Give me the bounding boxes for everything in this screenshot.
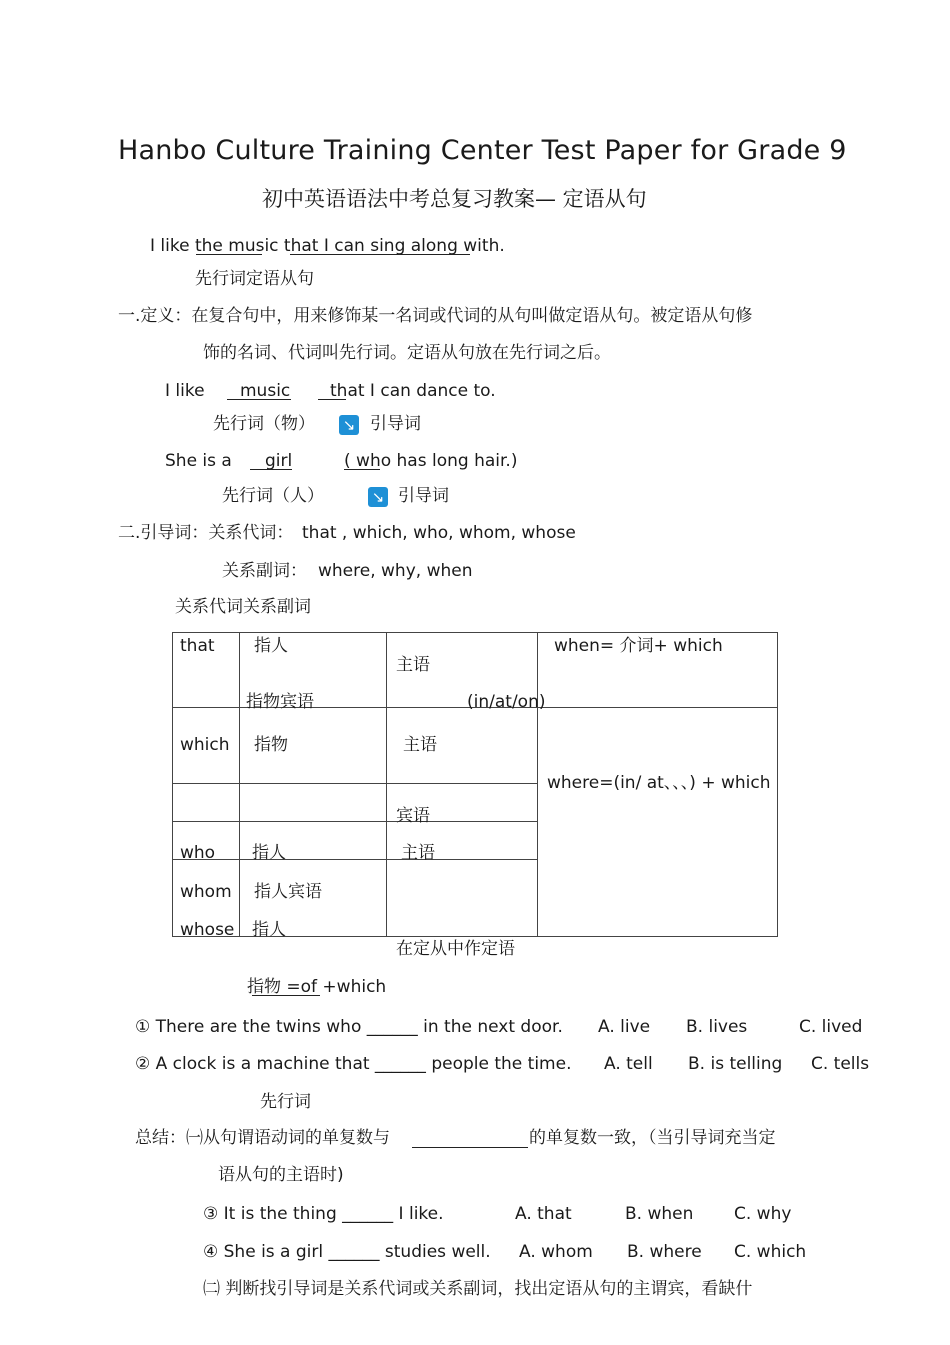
cell-which-role: 主语 (403, 735, 437, 755)
table-divider (172, 859, 538, 860)
ex2-clause: ( who has long hair.) (344, 451, 518, 471)
cell-whom-desc: 指人宾语 (254, 882, 322, 902)
object-of-underline (252, 995, 320, 996)
cell-whose-desc: 指人 (252, 920, 286, 940)
cell-who-role: 主语 (401, 843, 435, 863)
cell-where-eq: where=(in/ at、、、) + which (547, 773, 771, 793)
ex2-noun: girl (265, 451, 293, 471)
cell-whose: whose (180, 920, 235, 940)
summary-line-1b: 的单复数一致，（当引导词充当定 (529, 1128, 776, 1148)
question-1-option-b: B. lives (686, 1017, 748, 1037)
question-3-option-a: A. that (515, 1204, 572, 1224)
page-subtitle: 初中英语语法中考总复习教案— 定语从句 (262, 187, 647, 211)
cell-who: who (180, 843, 216, 863)
question-2-option-a: A. tell (604, 1054, 653, 1074)
table-divider (172, 821, 538, 822)
question-4-text: ④ She is a girl ______ studies well. (203, 1242, 491, 1262)
arrow-down-right-icon: ↘ (339, 415, 359, 435)
cell-which: which (180, 735, 230, 755)
ex2-relative-label: 引导词 (398, 486, 449, 506)
question-3-option-c: C. why (734, 1204, 792, 1224)
cell-that: that (180, 636, 215, 656)
table-divider (239, 632, 240, 936)
table-caption: 关系代词关系副词 (175, 597, 311, 617)
question-1-text: ① There are the twins who ______ in the next door. (135, 1017, 563, 1037)
question-2-option-c: C. tells (811, 1054, 870, 1074)
pronouns-label: 二.引导词：关系代词： (118, 523, 294, 543)
question-1-option-a: A. live (598, 1017, 651, 1037)
cell-that-object: 指物宾语 (246, 692, 314, 712)
ex2-clause-underline (344, 469, 380, 470)
ex2-prefix: She is a (165, 451, 232, 471)
summary-blank (412, 1147, 528, 1148)
last-line: ㈡ 判断找引导词是关系代词或关系副词，找出定语从句的主谓宾，看缺什 (203, 1279, 753, 1299)
underline-clause (290, 254, 470, 255)
table-below-caption: 在定从中作定语 (396, 939, 515, 959)
adverbs-label: 关系副词： (222, 561, 307, 581)
cell-object-role: 宾语 (396, 806, 430, 826)
adverbs-list: where, why, when (318, 561, 473, 581)
ex2-noun-underline (250, 469, 292, 470)
cell-that-person: 指人 (254, 636, 288, 656)
ex1-noun: music (240, 381, 291, 401)
definition-line-2: 饰的名词、代词叫先行词。定语从句放在先行词之后。 (203, 343, 611, 363)
example-sentence-1: I like the music that I can sing along with. (150, 236, 505, 256)
ex1-clause: that I can dance to. (330, 381, 496, 401)
cell-in-at-on: (in/at/on) (467, 692, 546, 712)
ex1-clause-underline (318, 399, 346, 400)
table-divider (386, 632, 387, 936)
ex1-noun-underline (227, 399, 291, 400)
question-2-option-b: B. is telling (688, 1054, 783, 1074)
object-of-which: 指物 =of +which (247, 977, 387, 997)
ex1-prefix: I like (165, 381, 205, 401)
antecedent-label: 先行词 (260, 1092, 311, 1112)
cell-which-thing: 指物 (254, 735, 288, 755)
ex2-antecedent-label: 先行词（人） (222, 486, 324, 506)
question-2-text: ② A clock is a machine that ______ people the time. (135, 1054, 572, 1074)
question-4-option-a: A. whom (519, 1242, 593, 1262)
example1-label: 先行词定语从句 (195, 269, 314, 289)
question-4-option-b: B. where (627, 1242, 702, 1262)
question-1-option-c: C. lived (799, 1017, 863, 1037)
ex1-relative-label: 引导词 (370, 414, 421, 434)
page-title: Hanbo Culture Training Center Test Paper for Grade 9 (118, 135, 847, 166)
summary-line-2: 语从句的主语时) (218, 1165, 344, 1185)
ex1-antecedent-label: 先行词（物） (213, 414, 315, 434)
question-3-text: ③ It is the thing ______ I like. (203, 1204, 444, 1224)
question-3-option-b: B. when (625, 1204, 694, 1224)
table-divider (172, 783, 538, 784)
definition-line-1: 一.定义：在复合句中，用来修饰某一名词或代词的从句叫做定语从句。被定语从句修 (118, 306, 753, 326)
pronouns-list: that , which, who, whom, whose (302, 523, 576, 543)
cell-who-person: 指人 (252, 843, 286, 863)
cell-whom: whom (180, 882, 232, 902)
arrow-down-right-icon: ↘ (368, 487, 388, 507)
question-4-option-c: C. which (734, 1242, 807, 1262)
cell-that-role: 主语 (396, 655, 430, 675)
summary-line-1a: 总结：㈠从句谓语动词的单复数与 (135, 1128, 390, 1148)
underline-antecedent (196, 254, 262, 255)
table-divider (537, 632, 538, 936)
cell-when-eq: when= 介词+ which (554, 636, 723, 656)
